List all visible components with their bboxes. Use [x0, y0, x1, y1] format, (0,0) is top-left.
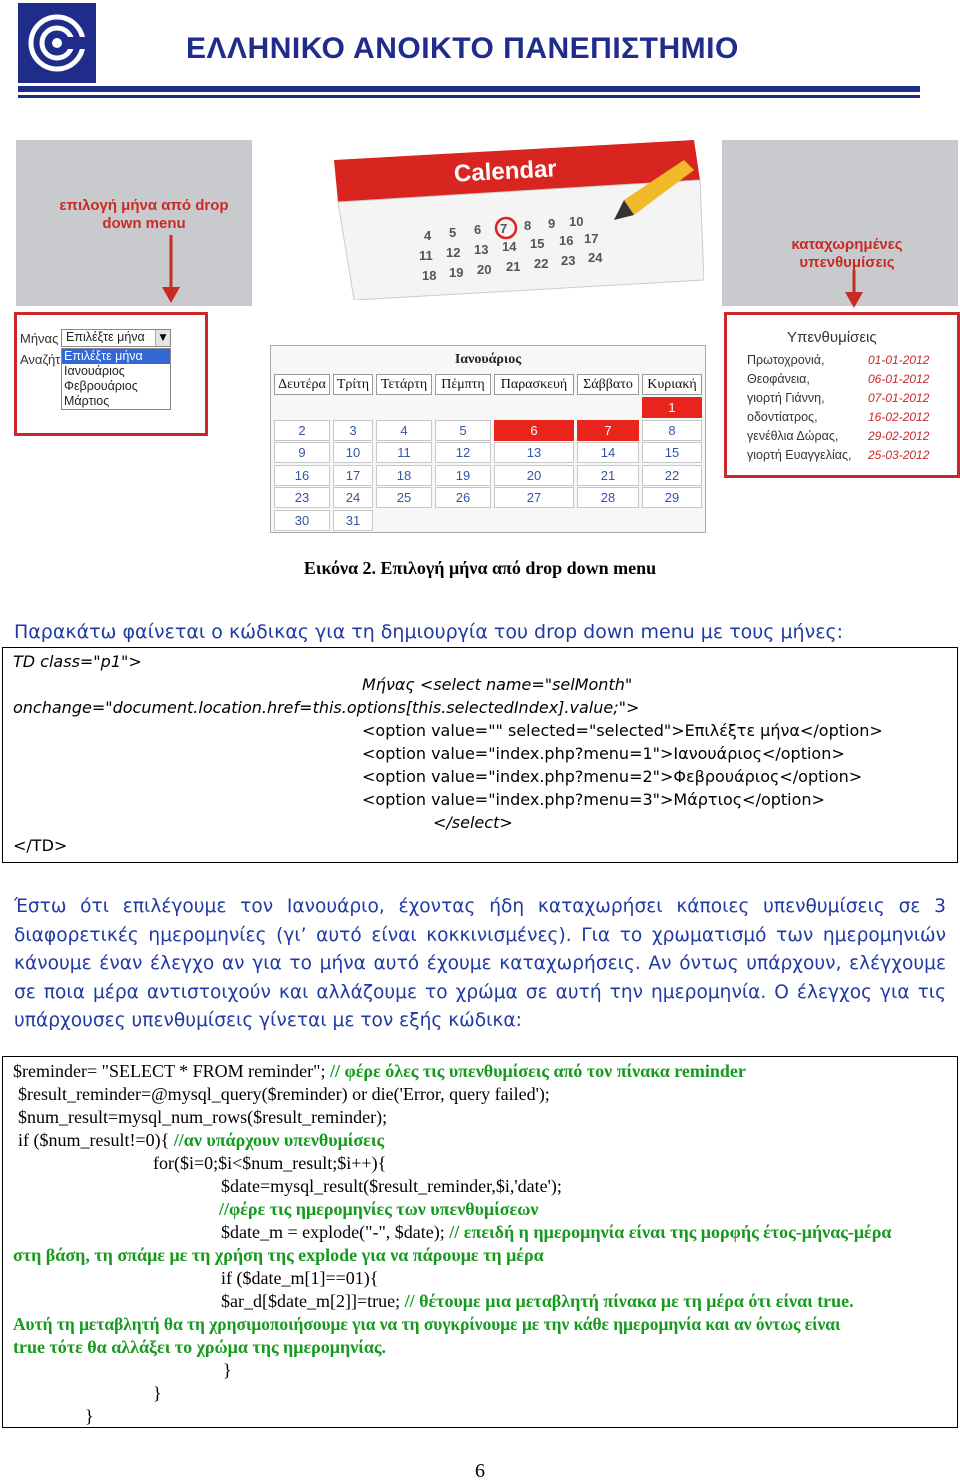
calendar-day[interactable]: 18 [376, 465, 432, 486]
calendar-day[interactable]: 13 [494, 442, 574, 463]
code-line: } [153, 1383, 162, 1403]
calendar-day[interactable]: 30 [274, 510, 330, 531]
svg-text:4: 4 [424, 228, 432, 243]
svg-text:6: 6 [474, 222, 482, 237]
svg-text:19: 19 [449, 265, 464, 280]
reminder-name: Πρωτοχρονιά, [747, 353, 825, 367]
calendar-day[interactable]: 10 [333, 442, 373, 463]
code-comment: // φέρε όλες τις υπενθυμίσεις από τον πίνακα reminder [329, 1061, 746, 1081]
code-line: TD class="p1"> [13, 652, 142, 671]
calendar-empty-cell [435, 397, 489, 416]
header-rule [18, 86, 920, 92]
calendar-empty-cell [376, 397, 430, 416]
svg-text:13: 13 [474, 242, 489, 257]
weekday-header: Πέμπτη [435, 374, 491, 395]
calendar-day[interactable]: 29 [642, 487, 702, 508]
calendar-day[interactable]: 2 [274, 420, 330, 441]
svg-text:24: 24 [588, 250, 603, 265]
svg-text:21: 21 [506, 259, 521, 274]
weekday-header: Δευτέρα [274, 374, 330, 395]
code-line: } [223, 1360, 232, 1380]
calendar-day[interactable]: 16 [274, 465, 330, 486]
code-text: $date_m = explode("-", $date); [221, 1222, 450, 1242]
month-select[interactable] [61, 329, 171, 347]
code-comment: true τότε θα αλλάξει το χρώμα της ημερομηνίας. [13, 1337, 386, 1357]
reminder-name: οδοντίατρος, [747, 410, 818, 424]
code-line [221, 1222, 891, 1243]
code-line [221, 1291, 854, 1312]
right-grey-panel [722, 140, 958, 306]
code-line: </TD> [13, 836, 68, 855]
reminder-name: γενέθλια Δώρας, [747, 429, 839, 443]
body-paragraph: Έστω ότι επιλέγουμε τον Ιανουάριο, έχοντας ήδη καταχωρήσει κάποιες υπενθυμίσεις σε 3 διαφορετικές ημερομηνίες (γι’ αυτό είναι κοκκινισμένες). Για το χρωματισμό των ημερομηνιών κάνουμε έναν έλεγχο αν για το μήνα αυτό έχουμε καταχωρήσεις. Αν όντως υπάρχουν, ελέγχουμε σε ποια μέρα αντιστοιχούν και αλλάζουμε το χρώμα σε αυτή την ημερομηνία. Ο έλεγχος για τις υπάρχουσες υπενθυμίσεις γίνεται με τον εξής κώδικα: [14, 896, 946, 1031]
code-comment: Αυτή τη μεταβλητή θα τη χρησιμοποιήσουμε για να τη συγκρίνουμε με την κάθε ημερομηνία και αν όντως είναι [13, 1314, 841, 1334]
header-rule-thin [18, 95, 920, 98]
reminder-date: 16-02-2012 [868, 410, 930, 424]
calendar-grid [271, 370, 705, 530]
svg-text:20: 20 [477, 262, 492, 277]
calendar-day[interactable]: 28 [577, 487, 639, 508]
university-title: ΕΛΛΗΝΙΚΟ ΑΝΟΙΚΤΟ ΠΑΝΕΠΙΣΤΗΜΙΟ [186, 32, 739, 65]
calendar-day[interactable]: 11 [376, 442, 432, 463]
weekday-header: Κυριακή [642, 374, 702, 395]
code-line: for($i=0;$i<$num_result;$i++){ [153, 1153, 387, 1173]
svg-text:9: 9 [548, 216, 556, 231]
svg-text:17: 17 [584, 231, 599, 246]
code-line: <option value="index.php?menu=2">Φεβρουάριος</option> [362, 767, 863, 786]
code-line [13, 1061, 746, 1082]
calendar-day[interactable]: 12 [435, 442, 491, 463]
month-label: Μήνας [20, 331, 59, 346]
code-line: </select> [433, 813, 513, 832]
chevron-down-icon[interactable]: ▼ [155, 330, 170, 346]
svg-text:14: 14 [502, 239, 517, 254]
svg-text:11: 11 [419, 248, 433, 263]
calendar-day[interactable]: 19 [435, 465, 491, 486]
svg-text:5: 5 [449, 225, 457, 240]
code-line: <option value="index.php?menu=1">Ιανουάριος</option> [362, 744, 845, 763]
calendar-empty-cell [333, 397, 371, 416]
intro-text: Παρακάτω φαίνεται ο κώδικας για τη δημιουργία του drop down menu με τους μήνες: [14, 621, 844, 643]
calendar-day[interactable]: 21 [577, 465, 639, 486]
code-comment: στη βάση, τη σπάμε με τη χρήση της explode για να πάρουμε τη μέρα [13, 1245, 544, 1265]
calendar-empty-cell [577, 397, 637, 416]
calendar-day[interactable]: 31 [333, 510, 373, 531]
svg-text:7: 7 [500, 221, 508, 236]
calendar-day[interactable]: 1 [642, 397, 702, 418]
weekday-header: Τρίτη [333, 374, 373, 395]
university-logo [18, 3, 96, 83]
calendar-empty-cell [274, 397, 328, 416]
code-line: <option value="index.php?menu=3">Μάρτιος</option> [362, 790, 825, 809]
code-line: $num_result=mysql_num_rows($result_reminder); [18, 1107, 388, 1127]
code-line: onchange="document.location.href=this.options[this.selectedIndex].value;"> [13, 698, 640, 717]
calendar-day[interactable]: 23 [274, 487, 330, 508]
reminders-dates [868, 351, 948, 465]
code-comment: // θέτουμε μια μεταβλητή πίνακα με τη μέρα ότι είναι true. [404, 1291, 854, 1311]
code-box-php [2, 1056, 958, 1428]
calendar-day[interactable]: 7 [577, 420, 639, 441]
dropdown-screenshot [14, 312, 208, 436]
reminders-title: Υπενθυμίσεις [787, 329, 877, 346]
code-line: Μήνας <select name="selMonth" [362, 675, 633, 694]
svg-text:15: 15 [530, 236, 545, 251]
calendar-day[interactable]: 20 [494, 465, 574, 486]
code-line: $result_reminder=@mysql_query($reminder) or die('Error, query failed'); [18, 1084, 550, 1104]
calendar-day[interactable]: 27 [494, 487, 574, 508]
calendar-day[interactable]: 3 [333, 420, 373, 441]
weekday-header: Παρασκευή [494, 374, 574, 395]
calendar-banner: Calendar [453, 155, 558, 188]
code-text: if ($num_result!=0){ [18, 1130, 174, 1150]
month-option[interactable]: Φεβρουάριος [64, 379, 138, 393]
calendar-day[interactable]: 4 [376, 420, 432, 441]
svg-text:23: 23 [561, 253, 576, 268]
code-text: $reminder= "SELECT * FROM reminder"; [13, 1061, 330, 1081]
right-panel-label: καταχωρημένες υπενθυμίσεις [791, 236, 903, 271]
calendar-day[interactable]: 9 [274, 442, 330, 463]
code-text: $ar_d[$date_m[2]]=true; [221, 1291, 405, 1311]
calendar-day[interactable]: 24 [333, 487, 373, 508]
calendar-day[interactable]: 25 [376, 487, 432, 508]
figure-composite [14, 140, 958, 533]
reminder-date: 29-02-2012 [868, 429, 930, 443]
reminder-name: γιορτή Ευαγγελίας, [747, 448, 852, 462]
figure-caption: Εικόνα 2. Επιλογή μήνα από drop down menu [303, 558, 657, 578]
calendar-day[interactable]: 5 [435, 420, 491, 441]
reminder-date: 07-01-2012 [868, 391, 930, 405]
university-emblem-icon [18, 3, 96, 83]
calendar-month-title: Ιανουάριος [454, 352, 522, 367]
reminders-names [747, 351, 867, 465]
code-comment: //αν υπάρχουν υπενθυμίσεις [173, 1130, 385, 1150]
weekday-header: Σάββατο [577, 374, 639, 395]
svg-text:18: 18 [422, 268, 437, 283]
code-box-select [2, 647, 958, 863]
code-comment: // επειδή η ημερομηνία είναι της μορφής έτος-μήνας-μέρα [449, 1222, 892, 1242]
reminder-date: 25-03-2012 [868, 448, 930, 462]
svg-text:22: 22 [534, 256, 549, 271]
calendar-table [270, 345, 706, 533]
calendar-illustration [334, 140, 704, 300]
calendar-day[interactable]: 6 [494, 420, 574, 441]
page-number: 6 [475, 1460, 485, 1482]
calendar-empty-cell [494, 397, 572, 416]
month-option[interactable]: Επιλέξτε μήνα [62, 349, 170, 364]
month-option[interactable]: Μάρτιος [64, 394, 110, 408]
code-line [18, 1130, 384, 1151]
search-label: Αναζήτ [20, 352, 61, 367]
code-line: if ($date_m[1]==01){ [221, 1268, 379, 1288]
month-option-list [61, 348, 171, 410]
svg-text:10: 10 [569, 214, 584, 229]
left-panel-label: επιλογή μήνα από drop down menu [59, 197, 229, 232]
calendar-day[interactable]: 17 [333, 465, 373, 486]
code-line: } [85, 1406, 94, 1426]
month-option[interactable]: Ιανουάριος [64, 364, 125, 378]
code-line: $date=mysql_result($result_reminder,$i,'date'); [221, 1176, 562, 1196]
reminder-date: 06-01-2012 [868, 372, 930, 386]
calendar-day[interactable]: 14 [577, 442, 639, 463]
weekday-header: Τετάρτη [376, 374, 432, 395]
svg-text:16: 16 [559, 233, 574, 248]
left-grey-panel [16, 140, 252, 306]
calendar-day[interactable]: 22 [642, 465, 702, 486]
calendar-day[interactable]: 15 [642, 442, 702, 463]
calendar-day[interactable]: 26 [435, 487, 491, 508]
reminders-screenshot [724, 312, 960, 478]
reminder-date: 01-01-2012 [868, 353, 930, 367]
reminder-name: Θεοφάνεια, [747, 372, 810, 386]
arrow-down-icon [839, 270, 869, 310]
code-line: <option value="" selected="selected">Επιλέξτε μήνα</option> [362, 721, 883, 740]
calendar-day[interactable]: 8 [642, 420, 702, 441]
reminder-name: γιορτή Γιάννη, [747, 391, 825, 405]
arrow-down-icon [156, 235, 186, 305]
code-comment: //φέρε τις ημερομηνίες των υπενθυμίσεων [219, 1199, 539, 1219]
svg-text:12: 12 [446, 245, 461, 260]
svg-text:8: 8 [524, 218, 532, 233]
month-select-value: Επιλέξτε μήνα [66, 330, 145, 344]
